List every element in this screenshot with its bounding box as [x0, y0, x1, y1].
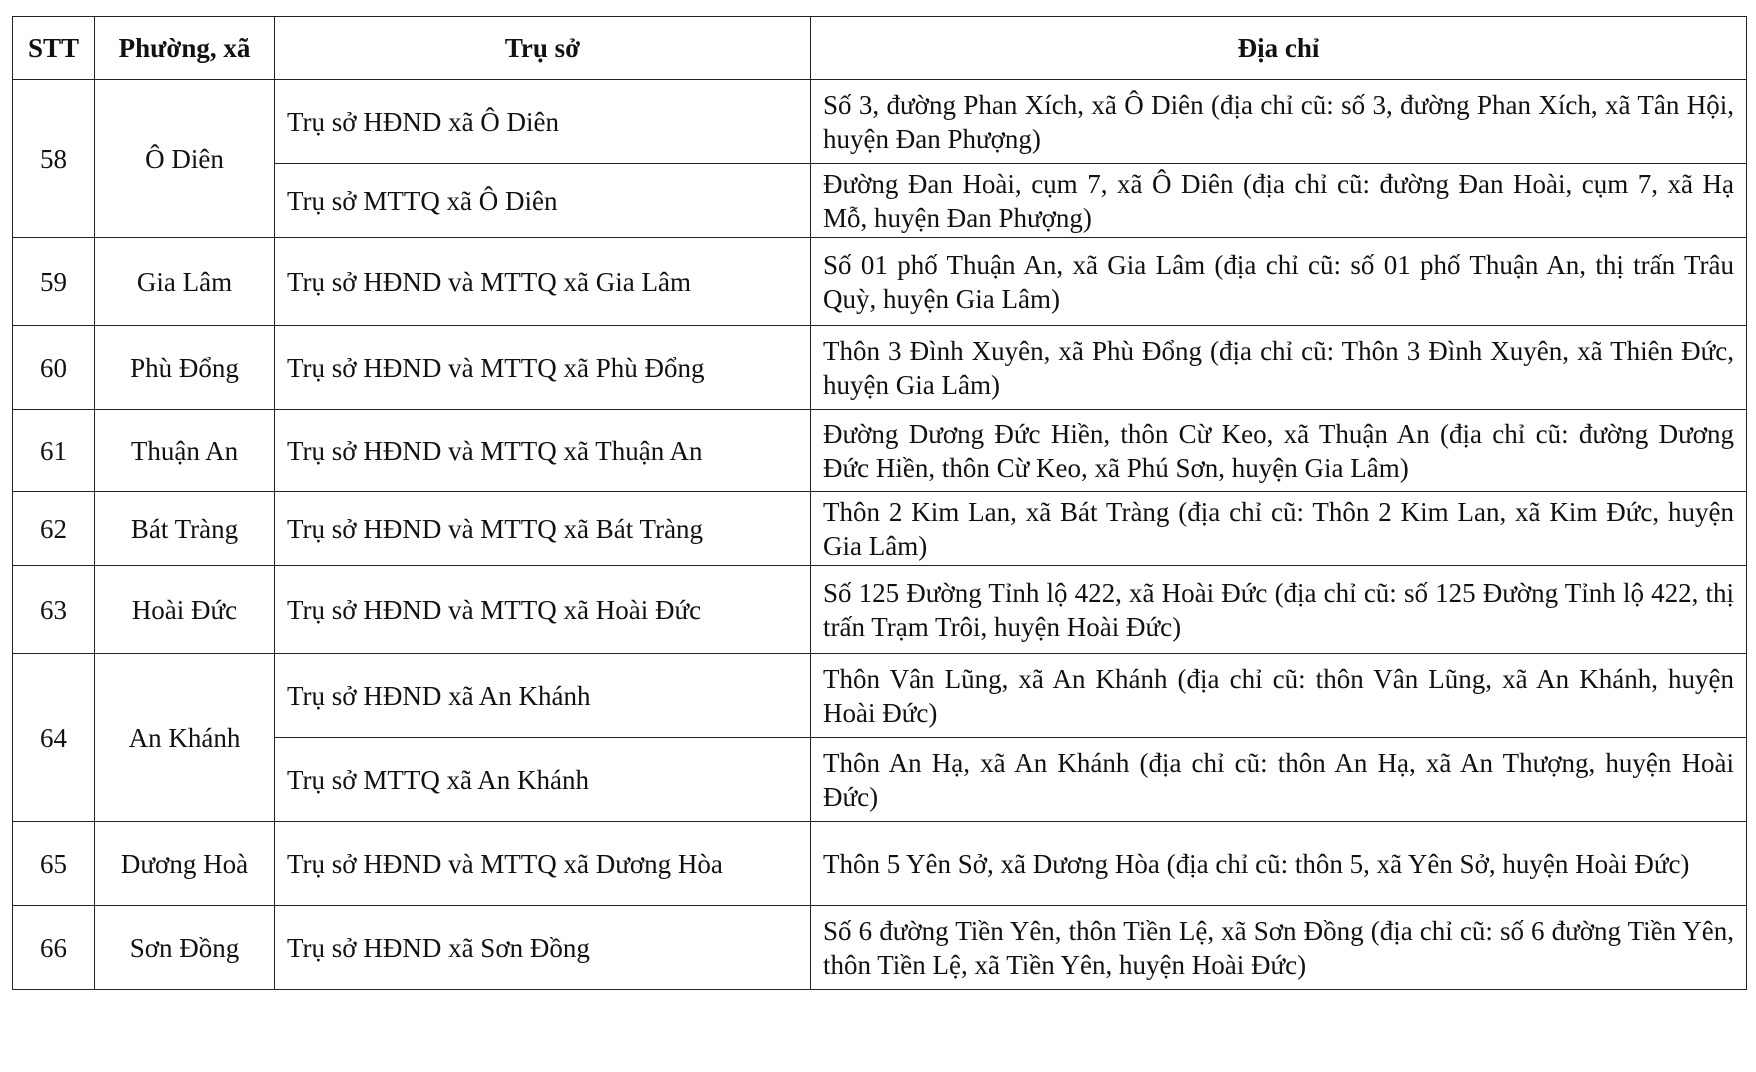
office-cell: Trụ sở HĐND xã An Khánh	[275, 654, 811, 738]
stt-cell: 60	[13, 326, 95, 410]
ward-cell: Gia Lâm	[95, 238, 275, 326]
table-row	[13, 238, 1747, 326]
office-cell: Trụ sở HĐND và MTTQ xã Hoài Đức	[275, 566, 811, 654]
header-row	[13, 17, 1747, 80]
office-address-table	[12, 16, 1747, 990]
office-cell: Trụ sở HĐND và MTTQ xã Phù Đổng	[275, 326, 811, 410]
table-header	[13, 17, 1747, 80]
office-cell: Trụ sở HĐND và MTTQ xã Gia Lâm	[275, 238, 811, 326]
ward-cell: Thuận An	[95, 410, 275, 492]
table-row	[13, 326, 1747, 410]
office-cell: Trụ sở HĐND và MTTQ xã Bát Tràng	[275, 492, 811, 566]
stt-cell: 61	[13, 410, 95, 492]
stt-cell: 59	[13, 238, 95, 326]
address-cell: Thôn Vân Lũng, xã An Khánh (địa chỉ cũ: thôn Vân Lũng, xã An Khánh, huyện Hoài Đức)	[811, 654, 1747, 738]
office-cell: Trụ sở MTTQ xã Ô Diên	[275, 164, 811, 238]
stt-cell: 66	[13, 906, 95, 990]
ward-cell: Sơn Đồng	[95, 906, 275, 990]
table-row	[13, 80, 1747, 164]
table-row	[13, 822, 1747, 906]
ward-cell: An Khánh	[95, 654, 275, 822]
stt-cell: 62	[13, 492, 95, 566]
address-cell: Số 01 phố Thuận An, xã Gia Lâm (địa chỉ cũ: số 01 phố Thuận An, thị trấn Trâu Quỳ, huyện Gia Lâm)	[811, 238, 1747, 326]
table-row	[13, 410, 1747, 492]
header-office: Trụ sở	[275, 17, 811, 80]
ward-cell: Phù Đổng	[95, 326, 275, 410]
ward-cell: Ô Diên	[95, 80, 275, 238]
address-cell: Thôn An Hạ, xã An Khánh (địa chỉ cũ: thôn An Hạ, xã An Thượng, huyện Hoài Đức)	[811, 738, 1747, 822]
address-cell: Số 3, đường Phan Xích, xã Ô Diên (địa chỉ cũ: số 3, đường Phan Xích, xã Tân Hội, huyện Đan Phượng)	[811, 80, 1747, 164]
address-cell: Thôn 2 Kim Lan, xã Bát Tràng (địa chỉ cũ: Thôn 2 Kim Lan, xã Kim Đức, huyện Gia Lâm)	[811, 492, 1747, 566]
table-row	[13, 566, 1747, 654]
ward-cell: Bát Tràng	[95, 492, 275, 566]
office-cell: Trụ sở HĐND xã Ô Diên	[275, 80, 811, 164]
table-row	[13, 654, 1747, 738]
table-row	[13, 492, 1747, 566]
stt-cell: 63	[13, 566, 95, 654]
address-cell: Thôn 3 Đình Xuyên, xã Phù Đổng (địa chỉ cũ: Thôn 3 Đình Xuyên, xã Thiên Đức, huyện Gia Lâm)	[811, 326, 1747, 410]
header-ward: Phường, xã	[95, 17, 275, 80]
header-address: Địa chỉ	[811, 17, 1747, 80]
address-cell: Số 125 Đường Tỉnh lộ 422, xã Hoài Đức (địa chỉ cũ: số 125 Đường Tỉnh lộ 422, thị trấn Trạm Trôi, huyện Hoài Đức)	[811, 566, 1747, 654]
header-stt: STT	[13, 17, 95, 80]
stt-cell: 64	[13, 654, 95, 822]
address-cell: Số 6 đường Tiền Yên, thôn Tiền Lệ, xã Sơn Đồng (địa chỉ cũ: số 6 đường Tiền Yên, thôn Tiền Lệ, xã Tiền Yên, huyện Hoài Đức)	[811, 906, 1747, 990]
office-cell: Trụ sở MTTQ xã An Khánh	[275, 738, 811, 822]
table-row	[13, 906, 1747, 990]
stt-cell: 58	[13, 80, 95, 238]
office-cell: Trụ sở HĐND và MTTQ xã Thuận An	[275, 410, 811, 492]
address-cell: Đường Đan Hoài, cụm 7, xã Ô Diên (địa chỉ cũ: đường Đan Hoài, cụm 7, xã Hạ Mỗ, huyện Đan Phượng)	[811, 164, 1747, 238]
office-cell: Trụ sở HĐND và MTTQ xã Dương Hòa	[275, 822, 811, 906]
address-cell: Đường Dương Đức Hiền, thôn Cừ Keo, xã Thuận An (địa chỉ cũ: đường Dương Đức Hiền, thôn Cừ Keo, xã Phú Sơn, huyện Gia Lâm)	[811, 410, 1747, 492]
stt-cell: 65	[13, 822, 95, 906]
ward-cell: Dương Hoà	[95, 822, 275, 906]
address-cell: Thôn 5 Yên Sở, xã Dương Hòa (địa chỉ cũ: thôn 5, xã Yên Sở, huyện Hoài Đức)	[811, 822, 1747, 906]
office-cell: Trụ sở HĐND xã Sơn Đồng	[275, 906, 811, 990]
table-body	[13, 80, 1747, 990]
ward-cell: Hoài Đức	[95, 566, 275, 654]
